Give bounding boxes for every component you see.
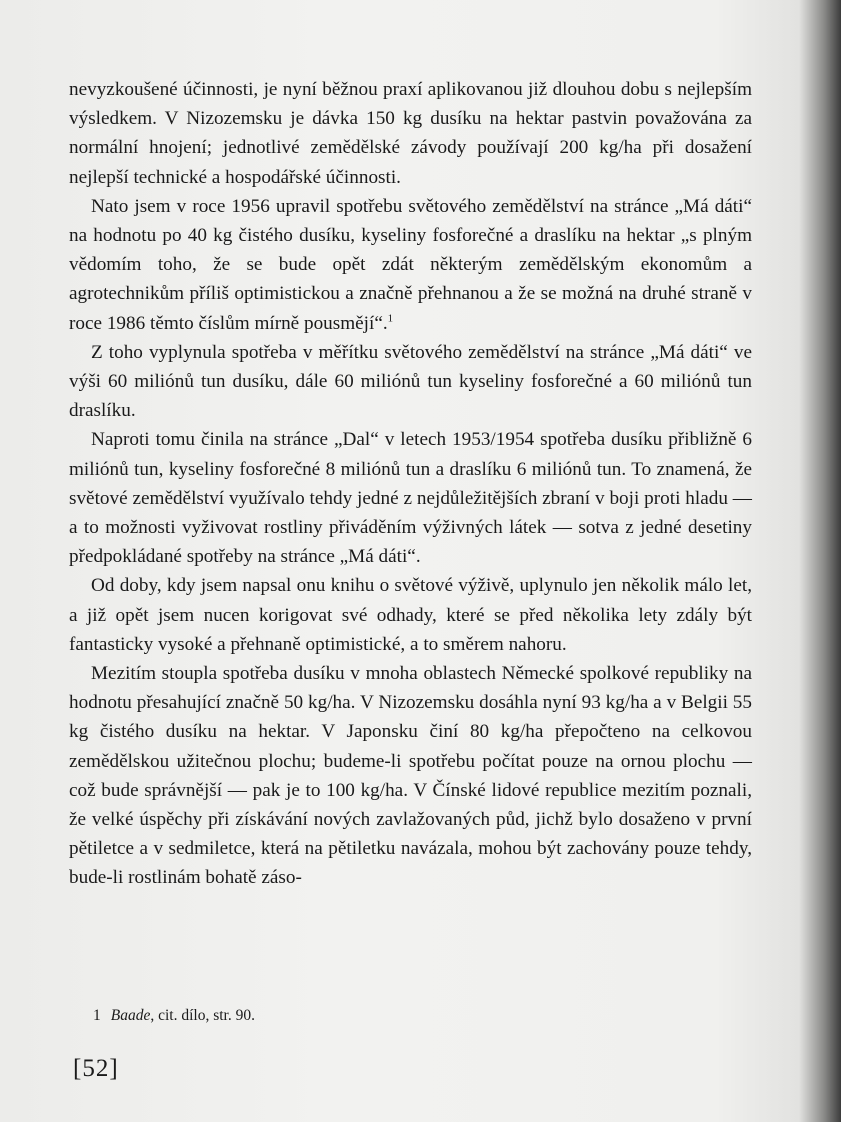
- footnote-citation: , cit. dílo, str. 90.: [150, 1007, 255, 1024]
- paragraph-3: Z toho vyplynula spotřeba v měřítku světového zemědělství na stránce „Má dáti“ ve výši 60 miliónů tun dusíku, dále 60 miliónů tun kyseliny fosforečné a 60 miliónů tun draslíku.: [69, 341, 752, 422]
- paragraph-1: nevyzkoušené účinnosti, je nyní běžnou praxí aplikovanou již dlouhou dobu s nejlepším výsledkem. V Nizozemsku je dávka 150 kg dusíku na hektar pastvin považována za normální hnojení; jednotlivé zemědělské závody používají 200 kg/ha při dosažení nejlepší technické a hospodářské účinnosti.: [69, 79, 752, 188]
- footnote: [93, 1006, 693, 1026]
- paragraph-4: Naproti tomu činila na stránce „Dal“ v letech 1953/1954 spotřeba dusíku přibližně 6 miliónů tun, kyseliny fosforečné 8 miliónů tun a draslíku 6 miliónů tun. To znamená, že světové zemědělství využívalo tehdy jedné z nejdůležitějších zbraní v boji proti hladu — a to možnosti vyživovat rostliny přiváděním výživných látek — sotva z jedné desetiny předpokládané spotřeby na stránce „Má dáti“.: [69, 429, 752, 568]
- footnote-author: Baade: [110, 1007, 151, 1024]
- body-text: [69, 75, 752, 893]
- paragraph-6: Mezitím stoupla spotřeba dusíku v mnoha oblastech Německé spolkové republiky na hodnotu přesahující značně 50 kg/ha. V Nizozemsku dosáhla nyní 93 kg/ha a v Belgii 55 kg čistého dusíku na hektar. V Japonsku činí 80 kg/ha přepočteno na celkovou zemědělskou užitečnou plochu; budeme-li spotřebu počítat pouze na ornou plochu — což bude správnější — pak je to 100 kg/ha. V Čínské lidové republice mezitím poznali, že velké úspěchy při získávání nových zavlažovaných půd, jichž bylo dosaženo v první pětiletce a v sedmiletce, která na pětiletku navázala, mohou být zachovány pouze tehdy, bude-li rostlinám bohatě záso-: [69, 663, 752, 889]
- paragraph-5: Od doby, kdy jsem napsal onu knihu o světové výživě, uplynulo jen několik málo let, a již opět jsem nucen korigovat své odhady, které se před několika lety zdály být fantasticky vysoké a přehnaně optimistické, a to směrem nahoru.: [69, 575, 752, 655]
- paragraph-2: [69, 192, 752, 338]
- footnote-reference: 1: [387, 312, 394, 325]
- footnote-number: 1: [93, 1007, 101, 1024]
- paragraph-2-text: Nato jsem v roce 1956 upravil spotřebu světového zemědělství na stránce „Má dáti“ na hodnotu po 40 kg čistého dusíku, kyseliny fosforečné a draslíku na hektar „s plným vědomím toho, že se bude opět zdát některým zemědělským ekonomům a agrotechnikům příliš optimistickou a značně přehnanou a že se možná na druhé straně v roce 1986 těmto číslům mírně pousmějí“.: [69, 195, 752, 334]
- page-number: [52]: [73, 1055, 119, 1082]
